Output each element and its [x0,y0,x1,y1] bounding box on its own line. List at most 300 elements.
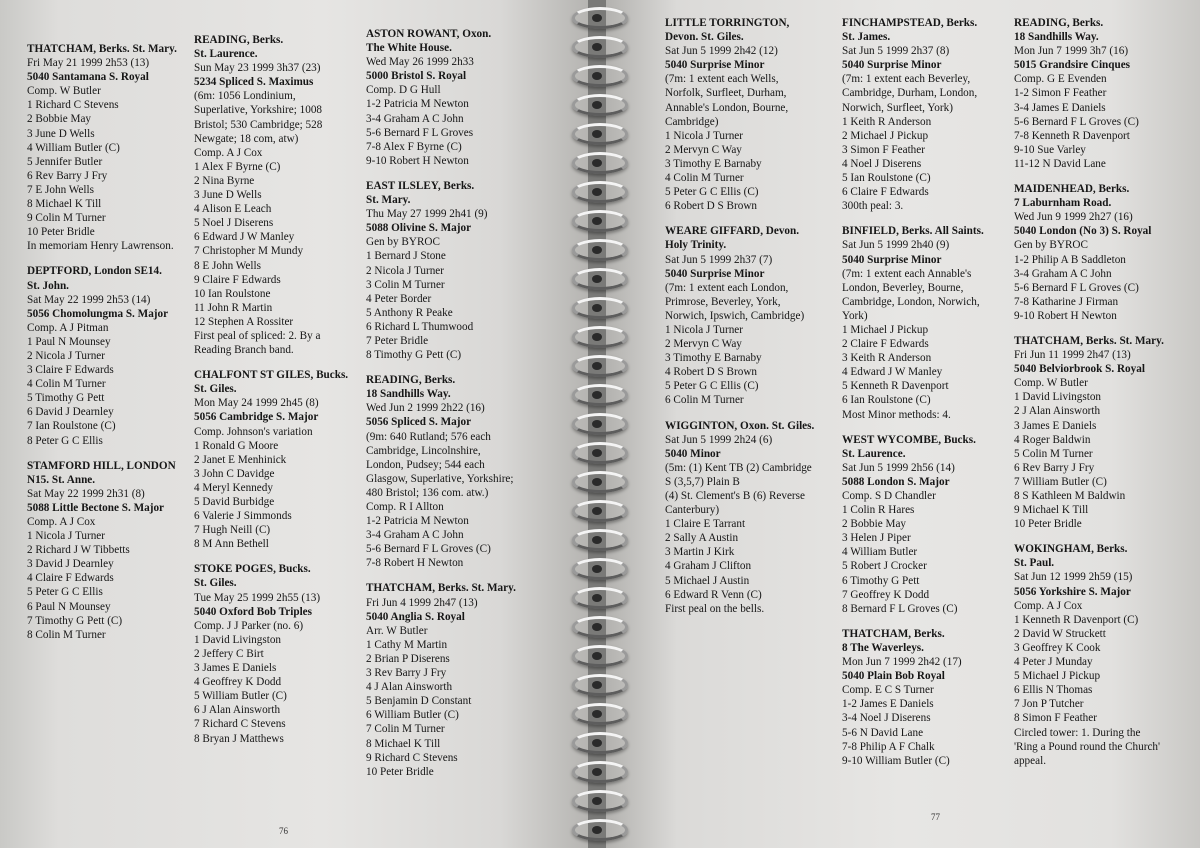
peal-line: Sat Jun 5 1999 2h56 (14) [842,461,955,474]
peal-line: Circled tower: 1. During the [1014,726,1141,739]
peal-line: 6 Edward J W Manley [194,231,295,244]
peal-line: 2 Nicola J Turner [27,349,106,362]
peal-line: 2 Nina Byrne [194,174,255,187]
peal-line: 3 John C Davidge [194,467,275,480]
peal-record [27,459,177,642]
left-page [0,0,588,848]
peal-line: 8 The Waverleys. [842,641,924,654]
peal-line: 5056 Chomolungma S. Major [27,307,169,320]
peal-line: 7-8 Katharine J Firman [1014,295,1119,308]
peal-line: 3 Helen J Piper [842,532,911,545]
peal-line: 1-2 James E Daniels [842,698,934,711]
page-number-left: 76 [279,826,288,836]
peal-line: CHALFONT ST GILES, Bucks. [194,369,349,382]
peal-column-6 [1014,16,1164,779]
peal-line: Most Minor methods: 4. [842,408,951,421]
peal-line: 5040 Belviorbrook S. Royal [1014,363,1145,376]
peal-line: Mon May 24 1999 2h45 (8) [194,397,319,410]
peal-line: 7 Laburnham Road. [1014,197,1112,210]
peal-line: 8 Simon F Feather [1014,712,1097,725]
peal-line: 1 Nicola J Turner [665,129,744,142]
peal-line: 2 David W Struckett [1014,627,1106,640]
peal-line: 7 E John Wells [27,183,94,196]
peal-line: Wed Jun 2 1999 2h22 (16) [366,402,485,415]
peal-line: The White House. [366,42,452,55]
spiral-coil [566,410,632,436]
peal-line: 3 Keith R Anderson [842,352,932,365]
peal-line: 10 Peter Bridle [366,765,434,778]
peal-line: WIGGINTON, Oxon. St. Giles. [665,419,815,432]
peal-line: 4 Peter Border [366,292,432,305]
spiral-coil [566,323,632,349]
peal-line: 3 Timothy E Barnaby [665,352,762,365]
peal-line: Reading Branch band. [194,344,294,357]
spiral-coil [566,207,632,233]
peal-line: 5040 Anglia S. Royal [366,610,465,623]
peal-line: 7 Ian Roulstone (C) [27,420,116,433]
peal-record [1014,542,1164,768]
peal-line: 1 David Livingston [1014,391,1102,404]
spiral-coil [566,526,632,552]
peal-line: Sat Jun 12 1999 2h59 (15) [1014,571,1133,584]
peal-line: Bristol; 530 Cambridge; 528 [194,118,323,131]
peal-line: Cambridge) [665,115,719,128]
peal-line: 1 Kenneth R Davenport (C) [1014,613,1139,626]
peal-line: 5056 Cambridge S. Major [194,411,319,424]
peal-line: 5015 Grandsire Cinques [1014,59,1131,72]
peal-record [27,264,177,447]
peal-line: Annable's London, Bourne, [665,101,789,114]
peal-line: Comp. D G Hull [366,84,441,97]
peal-line: Comp. A J Cox [1014,599,1083,612]
peal-line: THATCHAM, Berks. St. Mary. [27,43,177,55]
peal-line: 4 William Butler (C) [27,141,120,154]
peal-line: 6 Edward R Venn (C) [665,588,762,601]
peal-line: 3 James E Daniels [194,662,277,675]
spiral-coil [566,758,632,784]
peal-line: (7m: 1 extent each Annable's [842,267,972,280]
right-page [606,0,1200,848]
peal-line: 1 Cathy M Martin [366,638,448,651]
peal-column-5 [842,16,984,779]
peal-line: 3-4 Graham A C John [366,529,464,542]
peal-line: Cambridge, Durham, London, [842,87,978,100]
peal-line: 5 Peter G C Ellis (C) [665,380,759,393]
peal-line: Comp. A J Pitman [27,321,109,334]
peal-line: 4 Peter J Munday [1014,656,1093,669]
peal-line: Fri Jun 11 1999 2h47 (13) [1014,349,1131,362]
peal-line: 3-4 James E Daniels [1014,101,1106,114]
peal-line: 4 Geoffrey K Dodd [194,676,282,689]
spiral-coil [566,236,632,262]
spiral-coil [566,729,632,755]
spiral-coil [566,700,632,726]
peal-line: (7m: 1 extent each Wells, [665,73,779,86]
spiral-coil [566,120,632,146]
peal-line: 1 Bernard J Stone [366,250,446,263]
peal-line: 2 Janet E Menhinick [194,453,287,466]
peal-line: 7 Timothy G Pett (C) [27,614,123,627]
peal-line: Sat Jun 5 1999 2h40 (9) [842,239,950,252]
peal-line: Comp. R I Allton [366,501,444,513]
peal-line: 3 Rev Barry J Fry [366,667,447,680]
peal-line: 5056 Yorkshire S. Major [1014,585,1131,598]
peal-line: 4 Colin M Turner [27,378,106,391]
peal-line: Superlative, Yorkshire; 1008 [194,104,323,117]
spiral-coil [566,4,632,30]
peal-line: 5234 Spliced S. Maximus [194,76,314,89]
peal-line: Comp. W Butler [1014,377,1088,390]
peal-line: DEPTFORD, London SE14. [27,265,162,278]
peal-line: St. James. [842,31,891,44]
peal-line: 10 Ian Roulstone [194,287,271,300]
peal-line: (9m: 640 Rutland; 576 each [366,430,491,443]
peal-line: 3 June D Wells [27,127,95,140]
spiral-coil [566,33,632,59]
peal-record [665,16,814,213]
peal-line: 5088 Olivine S. Major [366,222,472,235]
peal-record [194,33,348,357]
peal-line: Cambridge, London, Norwich, [842,295,980,308]
peal-line: 6 Colin M Turner [665,394,744,407]
spiral-coil [566,642,632,668]
peal-line: 1 David Livingston [194,633,282,646]
peal-line: READING, Berks. [366,374,456,387]
peal-line: 5040 Plain Bob Royal [842,670,945,683]
peal-line: 10 Peter Bridle [1014,518,1082,531]
peal-line: 5 Peter G C Ellis [27,586,103,599]
peal-line: In memoriam Henry Lawrenson. [27,240,174,253]
peal-line: 480 Bristol; 136 com. atw.) [366,486,489,499]
peal-line: 4 Graham J Clifton [665,560,752,573]
peal-line: Tue May 25 1999 2h55 (13) [194,591,321,604]
peal-line: 5040 London (No 3) S. Royal [1014,225,1152,238]
peal-line: 2 Mervyn C Way [665,338,742,351]
spiral-coil [566,381,632,407]
peal-line: 4 Claire F Edwards [27,572,114,585]
peal-line: 1 Richard C Stevens [27,99,119,112]
peal-line: THATCHAM, Berks. St. Mary. [1014,334,1164,347]
peal-line: WOKINGHAM, Berks. [1014,543,1128,556]
peal-line: 3 June D Wells [194,189,262,202]
spiral-coil [566,816,632,842]
peal-record [842,16,984,213]
peal-record [1014,16,1164,171]
peal-record [366,179,516,362]
peal-line: 7 Richard C Stevens [194,718,286,731]
peal-record [665,419,814,616]
peal-line: Comp. W Butler [27,85,101,98]
peal-line: 5088 London S. Major [842,475,950,488]
peal-line: St. Laurence. [842,447,906,460]
peal-line: Comp. S D Chandler [842,490,936,502]
peal-line: 7-8 Philip A F Chalk [842,740,935,753]
peal-line: First peal on the bells. [665,602,765,615]
peal-line: Comp. G E Evenden [1014,73,1107,86]
peal-line: 5-6 Bernard F L Groves (C) [366,543,491,556]
peal-record [1014,182,1164,323]
spiral-coil [566,497,632,523]
peal-line: 5 Noel J Diserens [194,217,274,230]
peal-line: 9 Michael K Till [1014,504,1089,517]
peal-line: 5-6 Bernard F L Groves (C) [1014,281,1139,294]
peal-line: 'Ring a Pound round the Church' [1014,740,1161,753]
peal-line: Thu May 27 1999 2h41 (9) [366,208,488,221]
peal-line: Norwich, Ipswich, Cambridge) [665,309,805,322]
peal-line: 9-10 Robert H Newton [366,154,469,167]
peal-line: 5-6 Bernard F L Groves (C) [1014,115,1139,128]
peal-line: 7 Jon P Tutcher [1014,698,1084,711]
peal-line: 11 John R Martin [194,301,273,314]
peal-line: St. Giles. [194,577,237,590]
peal-line: Wed Jun 9 1999 2h27 (16) [1014,211,1133,224]
peal-line: 8 Michael K Till [27,198,102,211]
peal-line: 1 Alex F Byrne (C) [194,160,281,173]
peal-line: Sun May 23 1999 3h37 (23) [194,62,321,75]
peal-line: 7 Geoffrey K Dodd [842,588,930,601]
peal-line: 9-10 Robert H Newton [1014,309,1117,322]
spiral-coil [566,439,632,465]
peal-line: 8 Michael K Till [366,737,441,750]
peal-line: 10 Peter Bridle [27,226,95,239]
spiral-coil [566,294,632,320]
peal-line: Comp. A J Cox [194,146,263,159]
peal-record [842,627,984,768]
peal-line: London, Beverley, Bourne, [842,281,964,294]
peal-line: 5040 Oxford Bob Triples [194,605,312,618]
peal-line: 3-4 Noel J Diserens [842,712,931,725]
peal-line: 7-8 Alex F Byrne (C) [366,140,462,153]
peal-line: 18 Sandhills Way. [366,388,451,401]
peal-line: Devon. St. Giles. [665,31,744,44]
peal-line: 5 Michael J Pickup [1014,670,1101,683]
peal-line: Holy Trinity. [665,239,727,252]
peal-line: 2 Sally A Austin [665,532,739,545]
spiral-coil [566,613,632,639]
peal-line: 7 Colin M Turner [366,723,445,736]
peal-line: Newgate; 18 com, atw) [194,132,299,145]
peal-line: 1 Nicola J Turner [665,323,744,336]
peal-line: 1 Claire E Tarrant [665,518,746,531]
peal-line: ASTON ROWANT, Oxon. [366,28,492,40]
spiral-coil [566,62,632,88]
peal-line: St. Paul. [1014,557,1055,570]
peal-line: 8 E John Wells [194,259,261,272]
peal-line: 3 Geoffrey K Cook [1014,641,1101,654]
peal-line: 1 Colin R Hares [842,504,915,517]
peal-line: (6m: 1056 Londinium, [194,90,296,103]
peal-line: St. Mary. [366,194,411,207]
peal-line: 7 William Butler (C) [1014,475,1107,488]
peal-line: 4 Noel J Diserens [842,157,922,170]
peal-line: 7 Hugh Neill (C) [194,524,271,537]
peal-line: 6 Valerie J Simmonds [194,510,292,523]
peal-line: 5 Robert J Crocker [842,560,927,573]
peal-line: (5m: (1) Kent TB (2) Cambridge [665,461,812,474]
peal-line: 300th peal: 3. [842,200,904,213]
peal-line: STOKE POGES, Bucks. [194,563,311,576]
peal-line: 6 J Alan Ainsworth [194,704,281,717]
peal-line: London, Pudsey; 544 each [366,458,485,471]
peal-line: 8 Colin M Turner [27,628,106,641]
peal-line: 4 William Butler [842,546,918,559]
page-number-right: 77 [931,812,940,822]
peal-column-2 [194,33,348,757]
spiral-coil [566,468,632,494]
peal-line: BINFIELD, Berks. All Saints. [842,225,984,238]
peal-line: 8 Timothy G Pett (C) [366,349,462,362]
peal-line: 9-10 William Butler (C) [842,754,950,767]
peal-record [842,224,984,421]
peal-line: 2 Claire F Edwards [842,338,929,351]
peal-line: LITTLE TORRINGTON, [665,17,790,29]
peal-line: WEARE GIFFARD, Devon. [665,225,800,238]
peal-line: 5000 Bristol S. Royal [366,70,467,83]
peal-line: 5 Timothy G Pett [27,392,105,405]
peal-line: (4) St. Clement's B (6) Reverse [665,490,805,502]
peal-line: Glasgow, Superlative, Yorkshire; [366,472,514,485]
spiral-coil [566,178,632,204]
peal-line: (7m: 1 extent each Beverley, [842,73,971,86]
peal-line: Fri Jun 4 1999 2h47 (13) [366,596,478,609]
peal-line: 8 Peter G C Ellis [27,434,103,447]
peal-line: 18 Sandhills Way. [1014,31,1099,44]
spiral-coil [566,671,632,697]
peal-line: 1 Michael J Pickup [842,323,929,336]
peal-record [194,368,348,551]
peal-line: 6 Richard L Thumwood [366,320,474,333]
peal-line: 5-6 Bernard F L Groves [366,126,474,139]
peal-column-4 [665,16,814,627]
peal-line: 7-8 Robert H Newton [366,557,464,570]
peal-line: 3-4 Graham A C John [366,112,464,125]
peal-line: Mon Jun 7 1999 3h7 (16) [1014,45,1129,58]
peal-line: 1 Keith R Anderson [842,115,932,128]
peal-line: 3 Colin M Turner [366,278,445,291]
peal-record [665,224,814,407]
peal-line: 3 Claire F Edwards [27,364,114,377]
peal-line: appeal. [1014,754,1046,767]
peal-line: 8 S Kathleen M Baldwin [1014,490,1126,502]
peal-record [194,562,348,745]
peal-line: 2 Brian P Diserens [366,652,450,665]
peal-line: 6 Ellis N Thomas [1014,684,1093,697]
peal-line: 4 Meryl Kennedy [194,481,273,494]
peal-line: READING, Berks. [1014,17,1104,29]
peal-line: 2 Jeffery C Birt [194,647,264,660]
peal-line: 6 Rev Barry J Fry [1014,461,1095,474]
peal-line: York) [842,309,868,322]
peal-line: EAST ILSLEY, Berks. [366,179,475,192]
peal-line: 6 Rev Barry J Fry [27,169,108,182]
peal-record [1014,334,1164,531]
peal-line: 1 Ronald G Moore [194,439,279,452]
peal-line: 4 Roger Baldwin [1014,433,1091,446]
peal-line: Sat Jun 5 1999 2h37 (8) [842,45,950,58]
peal-column-1 [27,42,177,653]
peal-line: 5056 Spliced S. Major [366,416,472,429]
peal-line: St. Giles. [194,383,237,396]
peal-record [366,27,516,168]
peal-line: Mon Jun 7 1999 2h42 (17) [842,656,962,669]
peal-line: WEST WYCOMBE, Bucks. [842,433,976,446]
peal-line: Sat May 22 1999 2h31 (8) [27,487,145,500]
peal-line: 5 Kenneth R Davenport [842,380,949,393]
peal-line: 5040 Surprise Minor [842,59,942,72]
peal-line: Sat Jun 5 1999 2h37 (7) [665,253,773,266]
peal-line: 5088 Little Bectone S. Major [27,501,165,514]
peal-line: 5 David Burbidge [194,496,275,508]
peal-line: Comp. Johnson's variation [194,425,313,438]
peal-line: Norfolk, Surfleet, Durham, [665,87,787,100]
peal-line: 5 Ian Roulstone (C) [842,172,931,185]
peal-line: Sat May 22 1999 2h53 (14) [27,293,151,306]
peal-line: S (3,5,7) Plain B [665,475,740,488]
peal-line: Primrose, Beverley, York, [665,295,781,308]
peal-line: 3 Simon F Feather [842,143,925,156]
peal-line: 5 Anthony R Peake [366,306,453,319]
peal-line: 8 M Ann Bethell [194,538,269,551]
peal-line: 2 Bobbie May [842,518,907,531]
peal-line: 6 Paul N Mounsey [27,600,111,613]
peal-line: 4 Colin M Turner [665,172,744,185]
peal-line: 1 Nicola J Turner [27,530,106,543]
peal-line: 5 Benjamin D Constant [366,695,472,708]
peal-line: 5040 Surprise Minor [665,267,765,280]
peal-line: 5040 Surprise Minor [842,253,942,266]
peal-record [842,433,984,616]
peal-line: Fri May 21 1999 2h53 (13) [27,57,150,70]
peal-line: 4 Robert D S Brown [665,366,757,379]
peal-line: 5040 Minor [665,447,721,460]
peal-line: Gen by BYROC [366,236,440,249]
peal-line: 12 Stephen A Rossiter [194,315,294,328]
peal-record [27,42,177,253]
peal-line: Comp. A J Cox [27,516,96,528]
peal-line: Wed May 26 1999 2h33 [366,56,474,69]
peal-line: 2 Mervyn C Way [665,143,742,156]
spiral-coil [566,584,632,610]
peal-line: THATCHAM, Berks. St. Mary. [366,582,516,595]
peal-line: 2 Richard J W Tibbetts [27,544,130,557]
peal-line: Comp. E C S Turner [842,684,934,697]
peal-line: 5 Jennifer Butler [27,155,103,168]
peal-record [366,581,516,778]
peal-line: 5-6 N David Lane [842,726,924,739]
peal-column-3 [366,27,516,790]
peal-line: 7 Peter Bridle [366,334,429,347]
peal-line: 9 Colin M Turner [27,212,106,225]
peal-line: 3 David J Dearnley [27,558,114,571]
peal-line: 9 Richard C Stevens [366,751,458,764]
peal-line: 1-2 Simon F Feather [1014,87,1107,100]
peal-line: Arr. W Butler [366,624,428,637]
peal-line: Comp. J J Parker (no. 6) [194,619,304,632]
peal-line: 5 Colin M Turner [1014,447,1093,460]
peal-line: 9-10 Sue Varley [1014,143,1086,156]
peal-line: 2 Bobbie May [27,113,92,126]
peal-line: MAIDENHEAD, Berks. [1014,183,1130,196]
peal-line: 6 David J Dearnley [27,406,114,419]
peal-line: Canterbury) [665,504,720,517]
peal-line: 7-8 Kenneth R Davenport [1014,129,1130,142]
spiral-coil [566,352,632,378]
peal-line: 5 William Butler (C) [194,690,287,703]
peal-line: 5 Peter G C Ellis (C) [665,186,759,199]
spiral-coil [566,265,632,291]
peal-line: Norwich, Surfleet, York) [842,101,953,114]
peal-line: 2 Nicola J Turner [366,264,445,277]
